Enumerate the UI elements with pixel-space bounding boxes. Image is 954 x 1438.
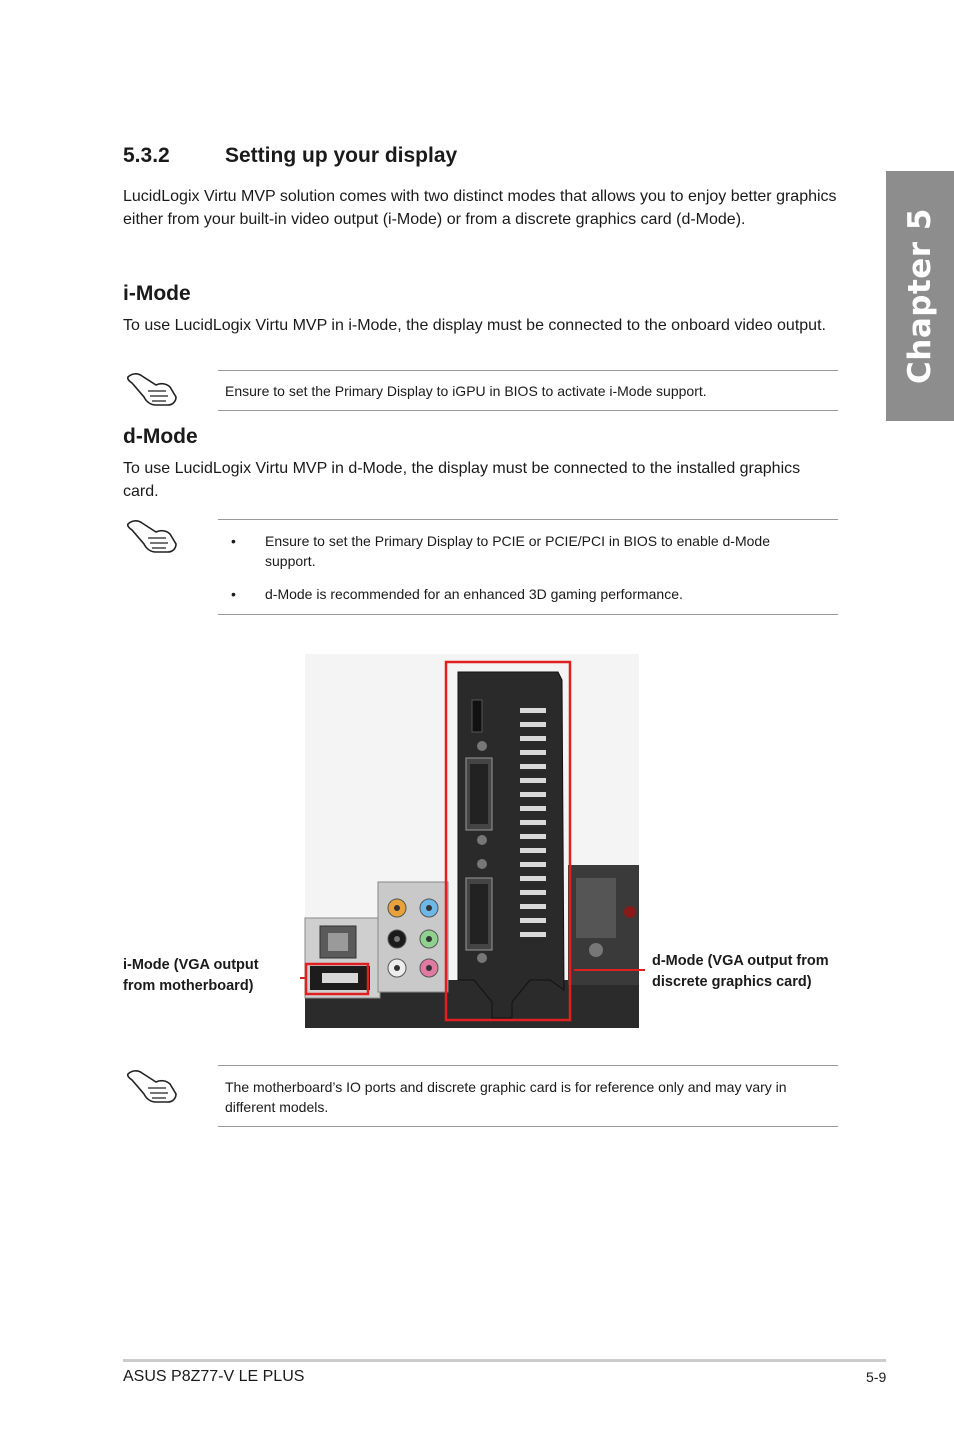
list-item <box>225 531 818 571</box>
imode-note <box>218 370 838 411</box>
imode-caption-line-1: i-Mode (VGA output <box>123 957 259 973</box>
chapter-tab-label: Chapter 5 <box>902 208 938 384</box>
chapter-tab <box>886 171 954 421</box>
footer-divider <box>123 1359 886 1362</box>
imode-note-text: Ensure to set the Primary Display to iGPU in BIOS to activate i-Mode support. <box>225 383 707 399</box>
section-title: Setting up your display <box>225 144 458 167</box>
note-hand-icon <box>126 514 178 556</box>
footer-product: ASUS P8Z77-V LE PLUS <box>123 1368 305 1385</box>
bullet: • <box>231 533 236 549</box>
final-note <box>218 1065 838 1127</box>
dmode-caption <box>652 951 829 992</box>
imode-caption <box>123 955 259 996</box>
imode-heading: i-Mode <box>123 282 191 305</box>
bullet: • <box>231 586 236 602</box>
imode-caption-line-2: from motherboard) <box>123 977 254 994</box>
dmode-heading: d-Mode <box>123 425 198 448</box>
dmode-paragraph: To use LucidLogix Virtu MVP in d-Mode, the display must be connected to the installed graphics card. <box>123 460 801 500</box>
list-item <box>225 584 818 604</box>
note-hand-icon <box>126 367 178 409</box>
note-hand-icon <box>126 1064 178 1106</box>
footer-page-number: 5-9 <box>866 1369 887 1385</box>
imode-paragraph: To use LucidLogix Virtu MVP in i-Mode, the display must be connected to the onboard video output. <box>123 317 826 334</box>
section-number: 5.3.2 <box>123 144 170 167</box>
dmode-note-2: d-Mode is recommended for an enhanced 3D gaming performance. <box>265 586 683 602</box>
intro-paragraph: LucidLogix Virtu MVP solution comes with two distinct modes that allows you to enjoy better graphics either from your built-in video output (i-Mode) or from a discrete graphics card (d-Mode). <box>123 188 837 228</box>
dmode-caption-line-1: d-Mode (VGA output from <box>652 953 829 969</box>
dmode-note-1: Ensure to set the Primary Display to PCIE or PCIE/PCI in BIOS to enable d-Mode support. <box>265 533 770 569</box>
dmode-caption-line-2: discrete graphics card) <box>652 973 812 990</box>
final-note-text: The motherboard’s IO ports and discrete graphic card is for reference only and may vary in different models. <box>225 1079 787 1115</box>
io-ports-figure <box>300 650 645 1032</box>
dmode-notes <box>218 519 838 615</box>
section-heading <box>123 144 457 168</box>
